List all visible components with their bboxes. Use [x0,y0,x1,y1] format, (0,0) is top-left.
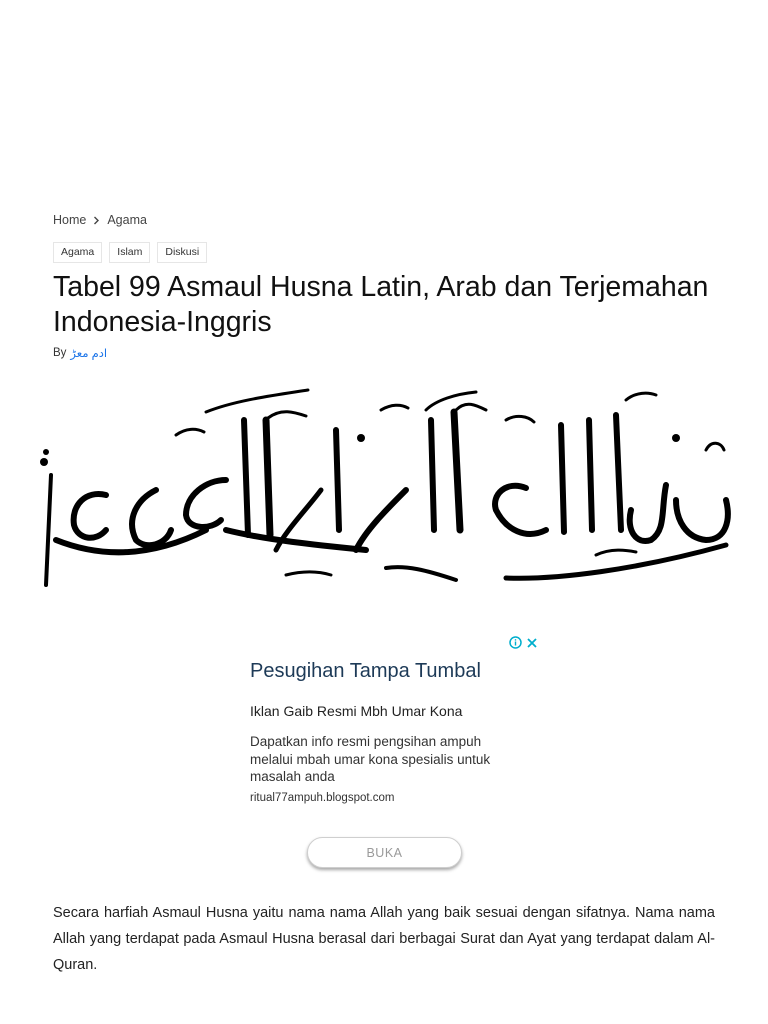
ad-open-button[interactable]: BUKA [307,837,462,868]
chevron-right-icon [93,216,100,225]
ad-icon-group [509,636,538,654]
top-blank-area [0,0,768,212]
author-link[interactable]: ادم معڑ [70,348,108,360]
breadcrumb [53,213,147,227]
ad-subtitle: Iklan Gaib Resmi Mbh Umar Kona [250,703,463,719]
byline-label: By [53,347,67,359]
tag-agama[interactable]: Agama [53,242,102,263]
ad-title[interactable]: Pesugihan Tampa Tumbal [250,660,481,682]
ad-description: Dapatkan info resmi pengsihan ampuh melalui mbah umar kona spesialis untuk masalah anda [250,734,491,784]
tag-diskusi[interactable]: Diskusi [157,242,207,263]
ad-url[interactable]: ritual77ampuh.blogspot.com [250,792,395,804]
article-paragraph: Secara harfiah Asmaul Husna yaitu nama nama Allah yang baik sesuai dengan sifatnya. Nama nama Allah yang terdapat pada Asmaul Husna berasal dari berbagai Surat dan Ayat yang terdapat dalam Al-Quran. [53,905,715,973]
byline [53,346,107,360]
close-icon[interactable] [526,636,538,654]
bismillah-calligraphy-image [36,380,736,592]
breadcrumb-agama-link[interactable]: Agama [107,213,147,227]
info-icon[interactable] [509,636,522,654]
page-title: Tabel 99 Asmaul Husna Latin, Arab dan Terjemahan Indonesia-Inggris [53,271,709,338]
breadcrumb-home-link[interactable]: Home [53,213,87,227]
tag-islam[interactable]: Islam [109,242,150,263]
tag-list [53,242,207,263]
